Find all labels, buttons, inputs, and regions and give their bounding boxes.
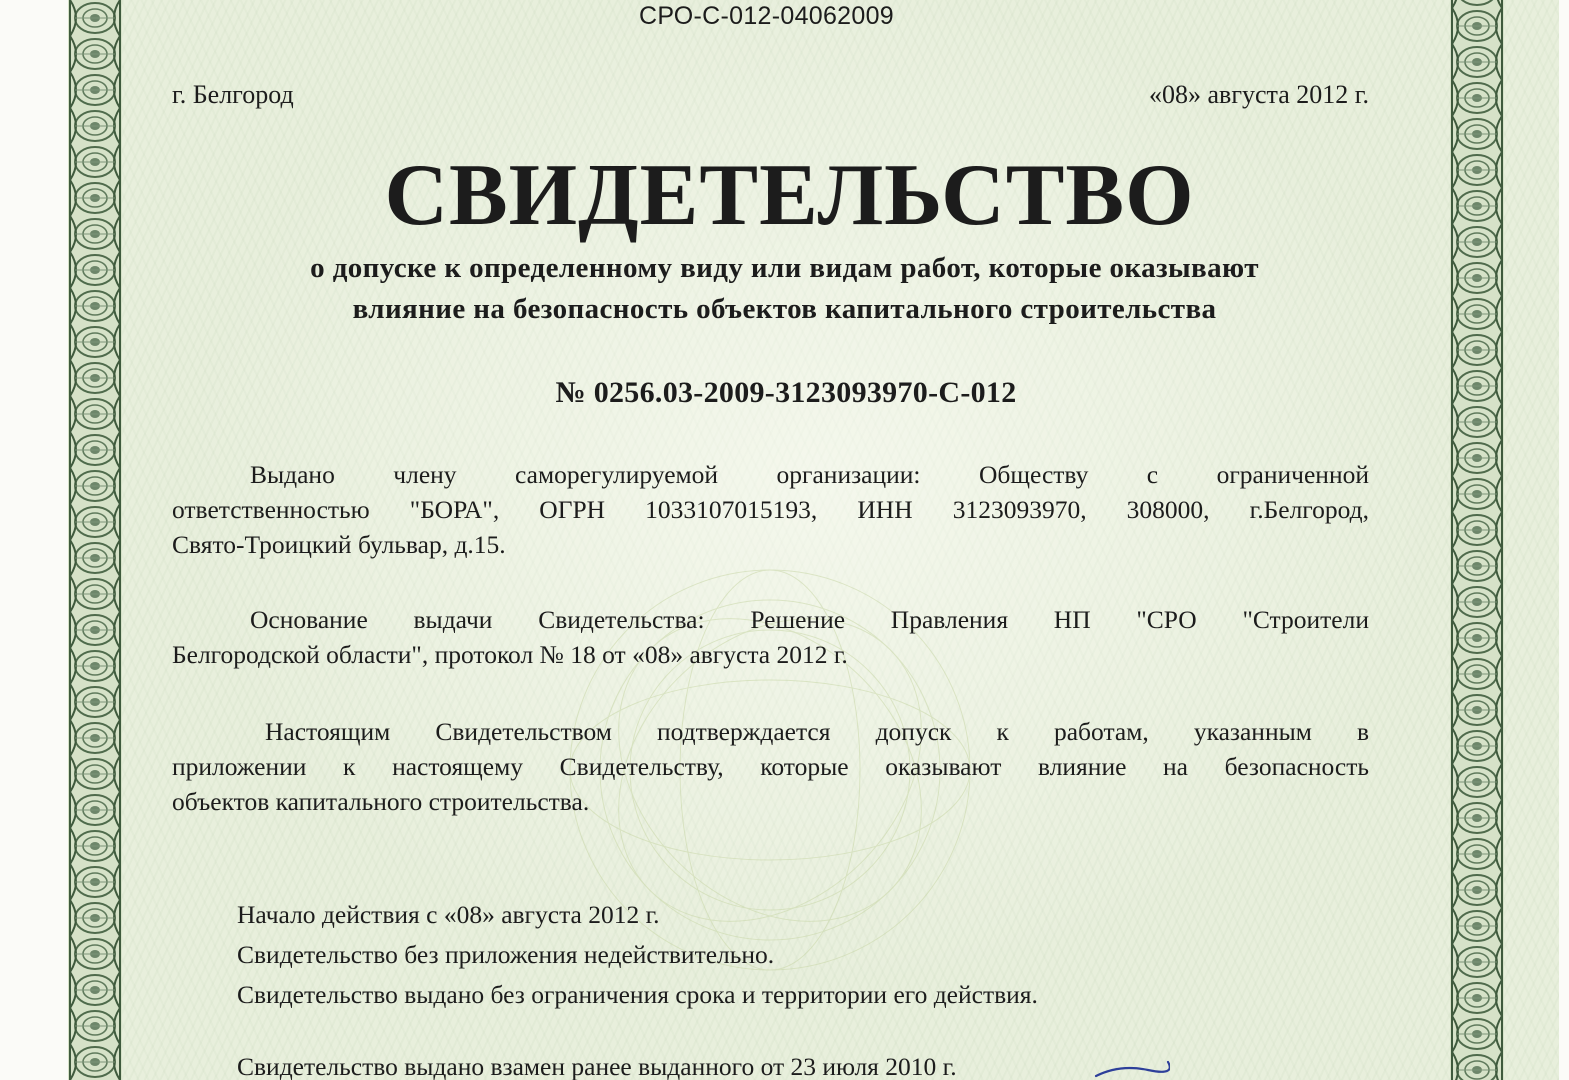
confirmation-line-2: приложении к настоящему Свидетельству, которые оказывают влияние на безопасность	[172, 752, 1369, 781]
appendix-required-note: Свидетельство без приложения недействительно.	[237, 940, 775, 969]
issued-to-line-2: ответственностью "БОРА", ОГРН 1033107015193, ИНН 3123093970, 308000, г.Белгород,	[172, 495, 1369, 524]
basis-paragraph	[172, 602, 1369, 672]
issued-to-paragraph	[172, 457, 1369, 562]
issued-to-line-1: Выдано члену саморегулируемой организации: Обществу с ограниченной	[250, 460, 1369, 489]
issue-date: «08» августа 2012 г.	[1149, 80, 1369, 109]
signature-stroke	[1090, 1052, 1170, 1080]
confirmation-line-1: Настоящим Свидетельством подтверждается допуск к работам, указанным в	[265, 717, 1369, 746]
certificate-number: № 0256.03-2009-3123093970-С-012	[555, 376, 1017, 409]
confirmation-line-3: объектов капитального строительства.	[172, 787, 590, 816]
replacement-note: Свидетельство выдано взамен ранее выданного от 23 июля 2010 г.	[237, 1052, 957, 1080]
basis-line-1: Основание выдачи Свидетельства: Решение Правления НП "СРО "Строители	[250, 605, 1369, 634]
basis-line-2: Белгородской области", протокол № 18 от «08» августа 2012 г.	[172, 640, 848, 669]
document-subtitle-line-2: влияние на безопасность объектов капитального строительства	[352, 293, 1217, 325]
confirmation-paragraph	[172, 714, 1369, 819]
issued-to-line-3: Свято-Троицкий бульвар, д.15.	[172, 530, 506, 559]
document-subtitle-line-1: о допуске к определенному виду или видам работ, которые оказывают	[310, 252, 1259, 284]
issue-city: г. Белгород	[172, 80, 294, 109]
validity-start-note: Начало действия с «08» августа 2012 г.	[237, 900, 660, 929]
document-title: СВИДЕТЕЛЬСТВО	[384, 147, 1195, 244]
no-limits-note: Свидетельство выдано без ограничения срока и территории его действия.	[237, 980, 1038, 1009]
sro-registry-number: СРО-С-012-04062009	[639, 2, 894, 30]
